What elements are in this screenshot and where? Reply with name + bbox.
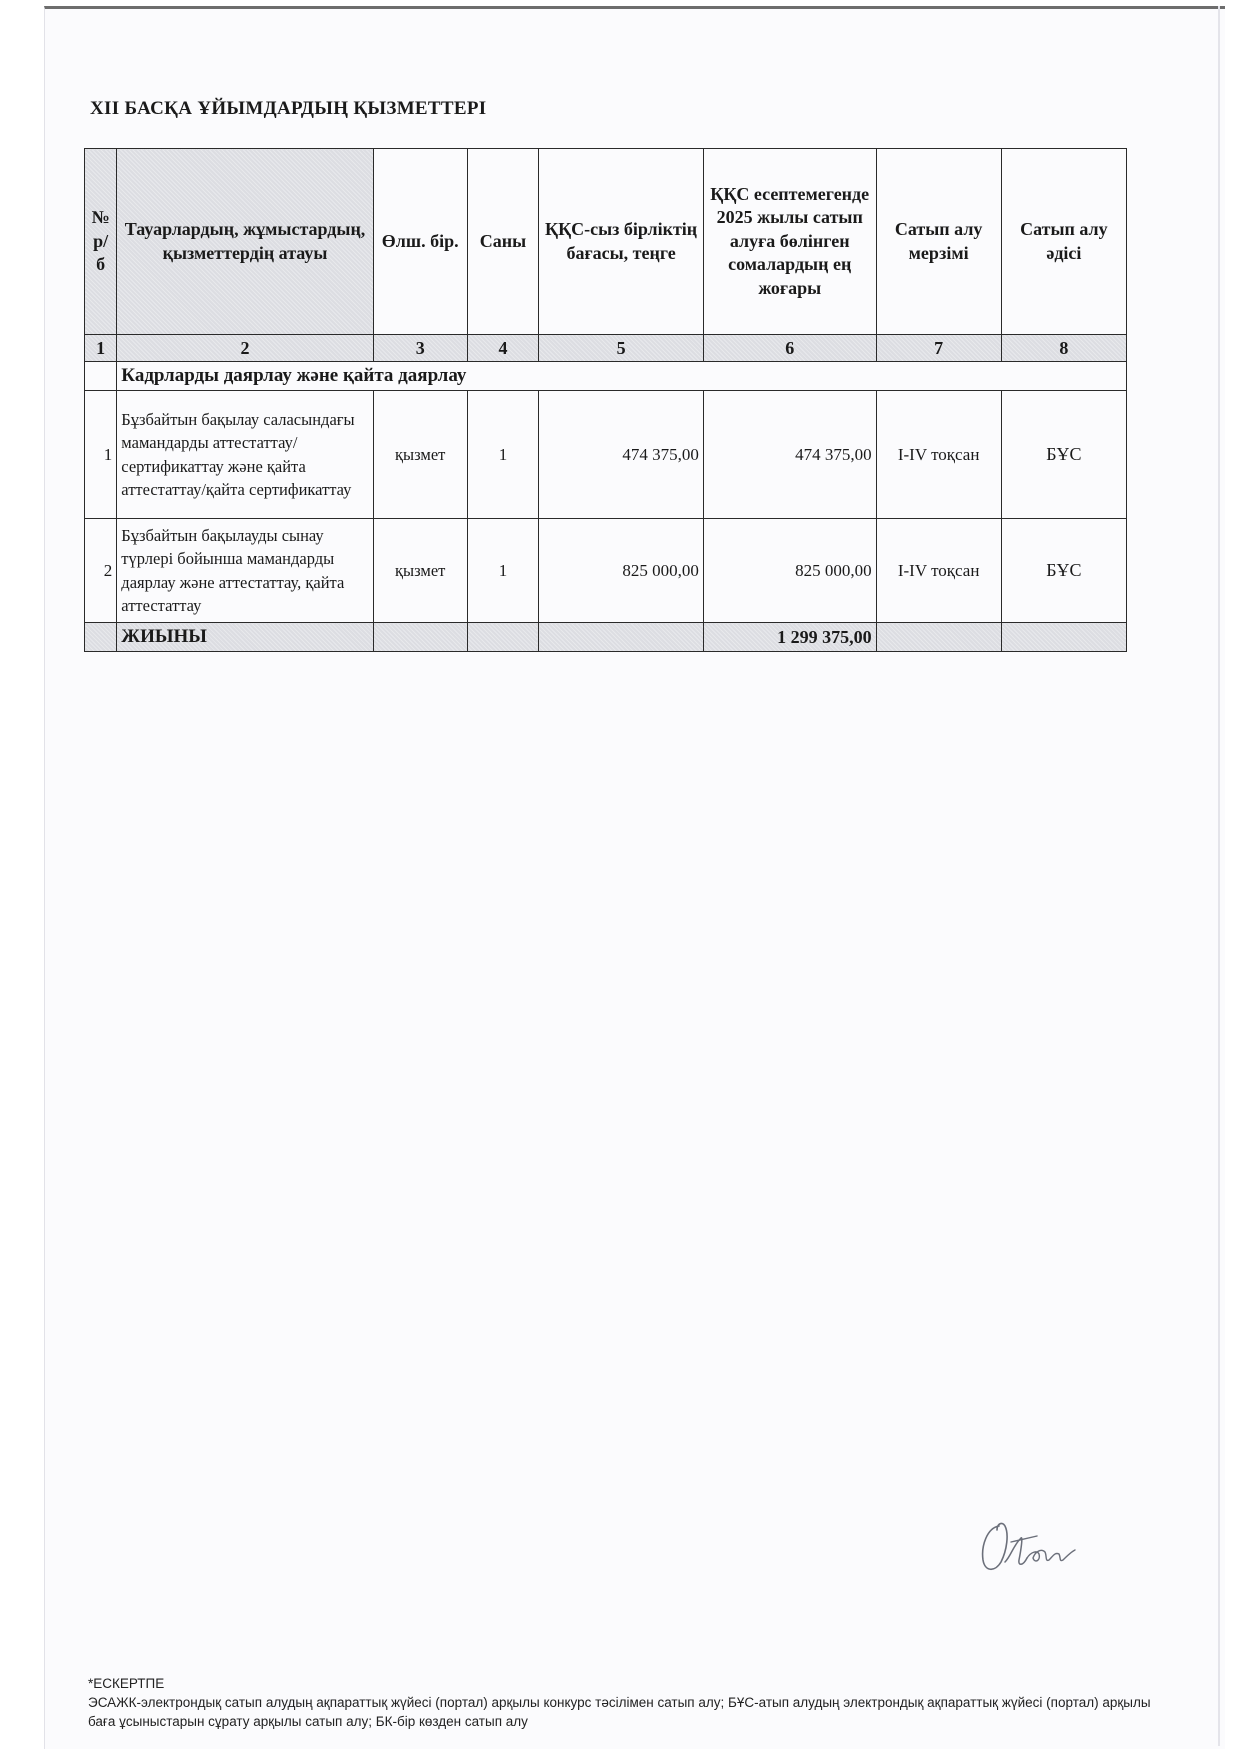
row-number: 2: [85, 519, 117, 623]
header-unit: Өлш. бір.: [373, 149, 467, 335]
total-empty: [876, 623, 1001, 652]
section-title: XII БАСҚА ҰЙЫМДАРДЫҢ ҚЫЗМЕТТЕРІ: [90, 98, 487, 119]
header-quantity: Саны: [467, 149, 539, 335]
total-spacer: [85, 623, 117, 652]
item-quantity: 1: [467, 391, 539, 519]
total-amount: 1 299 375,00: [703, 623, 876, 652]
footnote-text: ЭСАЖК-электрондық сатып алудың ақпараттық жүйесі (портал) арқылы конкурс тәсілімен сатып алу; БҰС-атып алудың электрондық ақпараттық жүйесі (портал) арқылы баға ұсыныстарын сұрату арқылы сатып алу; БК-бір көзден сатып алу: [88, 1695, 1151, 1729]
total-empty: [539, 623, 704, 652]
item-unit-price: 474 375,00: [539, 391, 704, 519]
total-label: ЖИЫНЫ: [117, 623, 373, 652]
item-name: Бұзбайтын бақылау саласындағы мамандарды аттестаттау/сертификаттау жәнe қайта аттестаттау/қайта сертификаттау: [117, 391, 373, 519]
header-row-number: № р/б: [85, 149, 117, 335]
column-number: 6: [703, 335, 876, 362]
header-allocated-amount: ҚҚС есептемегенде 2025 жылы сатып алуға бөлінген сомалардың ең жоғары: [703, 149, 876, 335]
total-empty: [467, 623, 539, 652]
page-edge: [1218, 6, 1220, 1746]
total-row: [85, 623, 1127, 652]
table-row: [85, 391, 1127, 519]
footnote-heading: *ЕСКЕРТПЕ: [88, 1676, 165, 1691]
item-method: БҰС: [1001, 519, 1126, 623]
item-unit: қызмет: [373, 391, 467, 519]
item-period: I-IV тоқсан: [876, 519, 1001, 623]
footnote: [88, 1674, 1178, 1731]
column-number: 1: [85, 335, 117, 362]
procurement-table: [84, 148, 1127, 652]
column-number: 5: [539, 335, 704, 362]
column-number: 7: [876, 335, 1001, 362]
header-procurement-period: Сатып алу мерзімі: [876, 149, 1001, 335]
header-procurement-method: Сатып алу әдісі: [1001, 149, 1126, 335]
signature-icon: [975, 1512, 1085, 1582]
item-name: Бұзбайтын бақылауды сынау түрлері бойынша мамандарды даярлау және аттестаттау, қайта аттестаттау: [117, 519, 373, 623]
header-item-name: Тауарлардың, жұмыстардың, қызметтердің атауы: [117, 149, 373, 335]
section-spacer: [85, 362, 117, 391]
column-number: 4: [467, 335, 539, 362]
item-unit-price: 825 000,00: [539, 519, 704, 623]
header-unit-price: ҚҚС-сыз бірліктің бағасы, теңге: [539, 149, 704, 335]
item-quantity: 1: [467, 519, 539, 623]
handwritten-signature: [975, 1512, 1085, 1587]
item-method: БҰС: [1001, 391, 1126, 519]
section-label: Кадрларды даярлау және қайта даярлау: [117, 362, 1127, 391]
item-amount: 825 000,00: [703, 519, 876, 623]
total-empty: [373, 623, 467, 652]
column-number: 8: [1001, 335, 1126, 362]
item-unit: қызмет: [373, 519, 467, 623]
item-period: I-IV тоқсан: [876, 391, 1001, 519]
section-row: [85, 362, 1127, 391]
column-number-row: [85, 335, 1127, 362]
column-number: 3: [373, 335, 467, 362]
column-number: 2: [117, 335, 373, 362]
total-empty: [1001, 623, 1126, 652]
item-amount: 474 375,00: [703, 391, 876, 519]
table-row: [85, 519, 1127, 623]
row-number: 1: [85, 391, 117, 519]
